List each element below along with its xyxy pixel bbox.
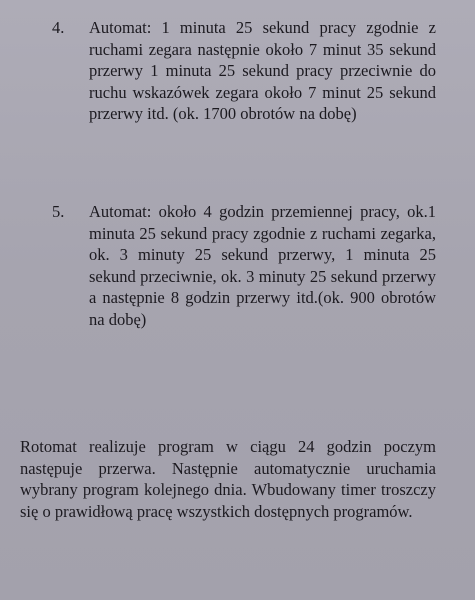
list-item-number: 5. xyxy=(52,202,65,221)
program-note-paragraph: Rotomat realizuje program w ciągu 24 godzin poczym następuje przerwa. Następnie automatycznie uruchamia wybrany program kolejnego dnia. Wbudowany timer troszczy się o prawidłową pracę wszystkich dostępnych programów. xyxy=(20,437,436,521)
list-item-4 xyxy=(52,17,436,125)
list-item-number: 4. xyxy=(52,18,65,37)
list-item-text: Automat: 1 minuta 25 sekund pracy zgodnie z ruchami zegara następnie około 7 minut 35 sekund przerwy 1 minuta 25 sekund pracy przeciwnie do ruchu wskazówek zegara około 7 minut 25 sekund przerwy itd. (ok. 1700 obrotów na dobę) xyxy=(89,18,436,124)
list-item-text: Automat: około 4 godzin przemiennej pracy, ok.1 minuta 25 sekund pracy zgodnie z ruchami zegarka, ok. 3 minuty 25 sekund przerwy, 1 minuta 25 sekund przeciwnie, ok. 3 minuty 25 sekund przerwy a następnie 8 godzin przerwy itd.(ok. 900 obrotów na dobę) xyxy=(89,202,436,329)
list-item-5 xyxy=(52,201,436,331)
